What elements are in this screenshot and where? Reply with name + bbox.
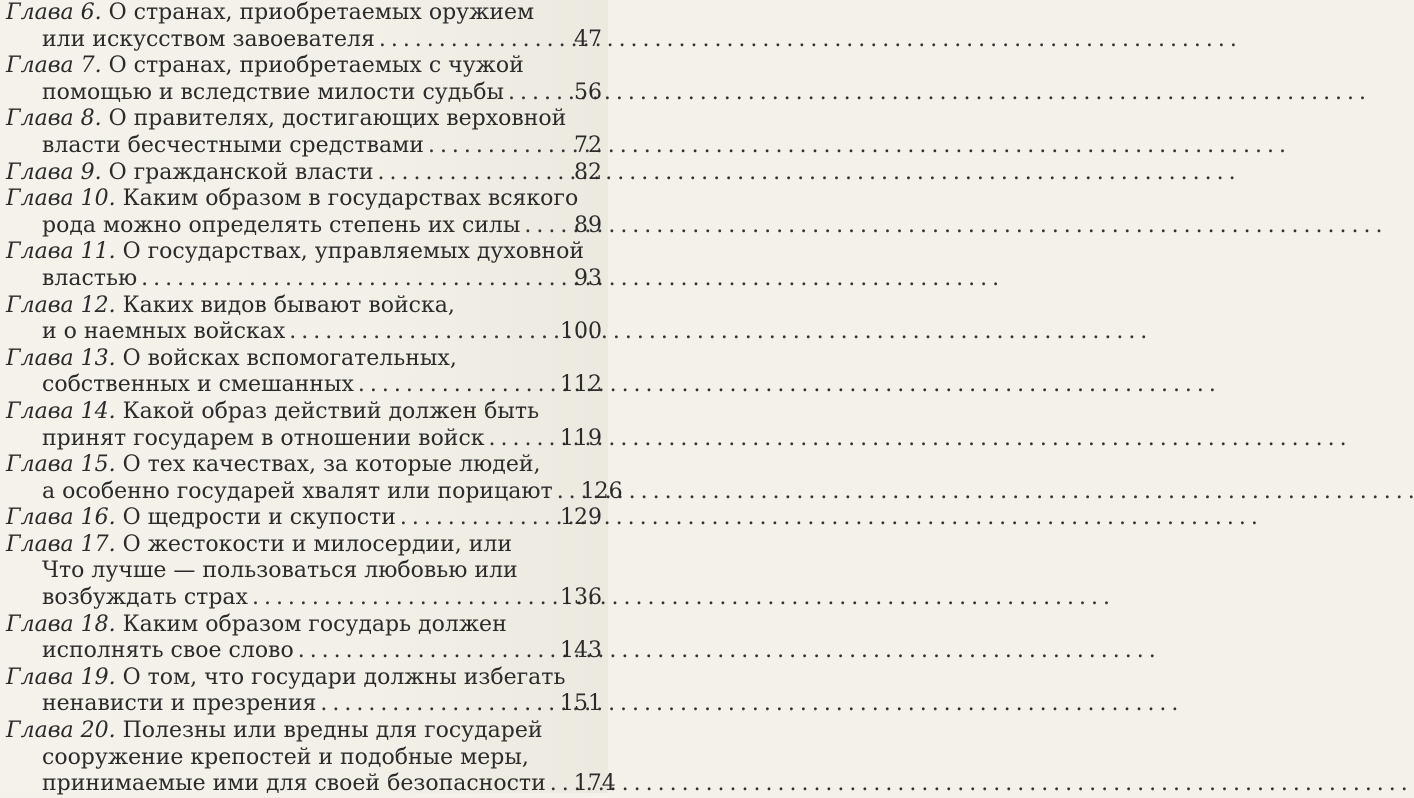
- chapter-title-line: Каким образом в государствах всякого: [122, 186, 579, 212]
- toc-line: [6, 771, 616, 798]
- chapter-label: Глава 6.: [6, 0, 102, 25]
- chapter-title-line: О правителях, достигающих верховной: [108, 106, 567, 132]
- chapter-label: Глава 20.: [6, 718, 116, 744]
- toc-entry: [6, 0, 602, 53]
- toc-entry: [6, 346, 602, 399]
- dot-leader: [285, 319, 556, 346]
- toc-entry: [6, 532, 602, 612]
- page-number: 126: [580, 478, 623, 504]
- toc-entry: [6, 106, 602, 159]
- page-number: 93: [574, 265, 602, 291]
- dot-leader: [294, 638, 556, 665]
- chapter-label: Глава 12.: [6, 292, 116, 318]
- chapter-title-line: и о наемных войсках: [42, 319, 286, 345]
- page-number: 100: [560, 319, 602, 345]
- dot-leader: [396, 505, 556, 532]
- chapter-label: Глава 14.: [6, 398, 116, 424]
- toc-line: [6, 133, 602, 160]
- chapter-title-line: принят государем в отношении войск: [42, 425, 485, 451]
- toc-line: [6, 106, 602, 133]
- chapter-title-line: сооружение крепостей и подобные меры,: [42, 744, 529, 770]
- toc-line: [6, 266, 602, 293]
- toc-entry: [6, 293, 602, 346]
- chapter-label: Глава 18.: [6, 611, 116, 637]
- chapter-label: Глава 10.: [6, 186, 116, 212]
- chapter-title-line: Какой образ действий должен быть: [122, 398, 540, 424]
- page-number: 56: [574, 79, 602, 105]
- chapter-label: Глава 13.: [6, 345, 116, 371]
- chapter-title-line: Полезны или вредны для государей: [122, 718, 543, 744]
- book-page: [0, 0, 623, 797]
- toc-entry: [6, 239, 602, 292]
- page-number: 129: [560, 505, 602, 531]
- toc-line: [6, 160, 602, 187]
- dot-leader: [248, 585, 556, 612]
- toc-line: [6, 213, 602, 240]
- dot-leader: [546, 771, 570, 798]
- toc-line: [6, 426, 602, 453]
- chapter-title-line: помощью и вследствие милости судьбы: [42, 79, 504, 105]
- dot-leader: [424, 133, 558, 160]
- chapter-label: Глава 11.: [6, 239, 116, 265]
- chapter-title-line: а особенно государей хвалят или порицают: [42, 478, 553, 504]
- chapter-title-line: или искусством завоевателя: [42, 26, 375, 52]
- chapter-title-line: О жестокости и милосердии, или: [122, 531, 512, 557]
- page-number: 136: [560, 585, 602, 611]
- dot-leader: [354, 372, 556, 399]
- chapter-title-line: Каких видов бывают войска,: [122, 292, 455, 318]
- page-number: 174: [573, 771, 616, 797]
- dot-leader: [316, 691, 556, 718]
- toc-line: [6, 293, 602, 320]
- toc-line: [6, 399, 602, 426]
- page-number: 72: [574, 132, 602, 158]
- toc-line: [6, 585, 602, 612]
- toc-entry: [6, 505, 602, 532]
- page-number: 143: [560, 638, 602, 664]
- chapter-label: Глава 9.: [6, 159, 102, 185]
- chapter-title-line: О тех качествах, за которые людей,: [122, 452, 541, 478]
- toc-line: [6, 0, 602, 27]
- chapter-label: Глава 17.: [6, 531, 116, 557]
- toc-line: [6, 558, 602, 585]
- chapter-title-line: О странах, приобретаемых с чужой: [108, 53, 524, 79]
- toc-line: [6, 745, 602, 772]
- toc-line: [6, 80, 602, 107]
- chapter-title-line: Каким образом государь должен: [122, 611, 507, 637]
- toc-line: [6, 27, 602, 54]
- chapter-title-line: власти бесчестными средствами: [42, 132, 424, 158]
- chapter-title-line: властью: [42, 265, 138, 291]
- dot-leader: [137, 266, 558, 293]
- dot-leader: [553, 479, 577, 506]
- chapter-title-line: собственных и смешанных: [42, 372, 354, 398]
- chapter-title-line: исполнять свое слово: [42, 638, 294, 664]
- dot-leader: [520, 213, 558, 240]
- chapter-title-line: О странах, приобретаемых оружием: [108, 0, 535, 25]
- dot-leader: [485, 426, 556, 453]
- toc-line: [6, 372, 602, 399]
- toc-entry: [6, 665, 602, 718]
- chapter-label: Глава 16.: [6, 505, 116, 531]
- toc-line: [6, 53, 602, 80]
- chapter-title-line: О том, что государи должны избегать: [122, 664, 566, 690]
- toc-entry: [6, 53, 602, 106]
- page-number: 119: [560, 425, 602, 451]
- toc-line: [6, 638, 602, 665]
- toc-line: [6, 478, 623, 506]
- toc-line: [6, 612, 602, 639]
- chapter-label: Глава 7.: [6, 53, 102, 79]
- page-number: 151: [560, 691, 602, 717]
- toc-entry: [6, 399, 602, 452]
- toc-line: [6, 239, 602, 266]
- toc-line: [6, 665, 602, 692]
- dot-leader: [375, 27, 558, 54]
- toc-line: [6, 186, 602, 213]
- page-number: 112: [560, 372, 602, 398]
- toc-entry: [6, 718, 616, 798]
- chapter-title-line: принимаемые ими для своей безопасности: [42, 771, 546, 797]
- table-of-contents: [6, 0, 623, 798]
- toc-entry: [6, 452, 623, 505]
- chapter-title-line: ненависти и презрения: [42, 691, 317, 717]
- toc-line: [6, 718, 602, 745]
- toc-entry: [6, 186, 602, 239]
- chapter-label: Глава 15.: [6, 452, 116, 478]
- chapter-title-line: О щедрости и скупости: [122, 505, 396, 531]
- chapter-label: Глава 8.: [6, 106, 102, 132]
- dot-leader: [504, 80, 558, 107]
- page-number: 82: [574, 159, 602, 185]
- chapter-title-line: Что лучше — пользоваться любовью или: [42, 558, 518, 584]
- toc-entry: [6, 612, 602, 665]
- chapter-title-line: О государствах, управляемых духовной: [122, 239, 584, 265]
- chapter-title-line: О войсках вспомогательных,: [122, 345, 457, 371]
- toc-entry: [6, 160, 602, 187]
- chapter-title-line: О гражданской власти: [108, 159, 374, 185]
- page-number: 89: [574, 212, 602, 238]
- chapter-label: Глава 19.: [6, 664, 116, 690]
- toc-line: [6, 319, 602, 346]
- toc-line: [6, 346, 602, 373]
- page-number: 47: [574, 26, 602, 52]
- toc-line: [6, 505, 602, 532]
- chapter-title-line: возбуждать страх: [42, 585, 248, 611]
- chapter-title-line: рода можно определять степень их силы: [42, 212, 521, 238]
- toc-line: [6, 452, 602, 479]
- dot-leader: [374, 160, 558, 187]
- toc-line: [6, 691, 602, 718]
- toc-line: [6, 532, 602, 559]
